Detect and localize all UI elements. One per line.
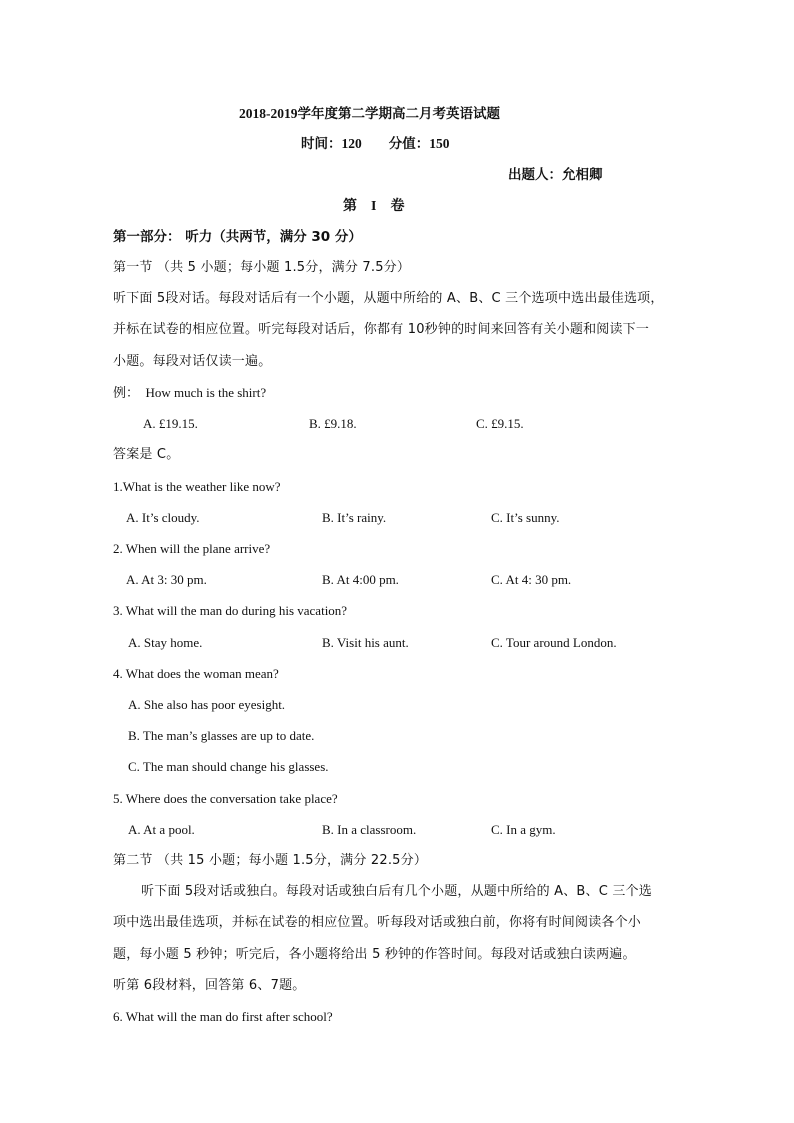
q5-option-a: A. At a pool. (128, 822, 195, 837)
q1-option-a: A. It’s cloudy. (126, 510, 200, 525)
q2-option-a: A. At 3: 30 pm. (126, 572, 207, 587)
question-1: 1.What is the weather like now? (113, 479, 281, 494)
q3-option-b: B. Visit his aunt. (322, 635, 409, 650)
q1-option-c: C. It’s sunny. (491, 510, 560, 525)
question-4: 4. What does the woman mean? (113, 666, 279, 681)
question-2: 2. When will the plane arrive? (113, 541, 271, 556)
question-5: 5. Where does the conversation take place? (113, 791, 338, 806)
exam-title: 2018-2019学年度第二学期高二月考英语试题 (239, 106, 500, 121)
example-option-c: C. £9.15. (476, 416, 524, 431)
part1-heading: 第一部分： 听力（共两节，满分 30 分） (113, 229, 362, 245)
q4-option-b: B. The man’s glasses are up to date. (128, 728, 315, 743)
time-and-score: 时间：120 分值：150 (301, 136, 450, 151)
section2-instruction-line: 听下面 5段对话或独白。每段对话或独白后有几个小题，从题中所给的 A、B、C 三个选 (141, 884, 652, 899)
volume-heading: 第 I 卷 (343, 199, 405, 214)
instruction-line: 小题。每段对话仅读一遍。 (113, 354, 272, 369)
q3-option-c: C. Tour around London. (491, 635, 617, 650)
question-3: 3. What will the man do during his vacation? (113, 603, 348, 618)
q2-option-c: C. At 4: 30 pm. (491, 572, 572, 587)
example-answer: 答案是 C。 (113, 447, 180, 462)
q4-option-c: C. The man should change his glasses. (128, 759, 329, 774)
author-line: 出题人：允相卿 (508, 167, 603, 182)
q5-option-c: C. In a gym. (491, 822, 556, 837)
example-option-b: B. £9.18. (309, 416, 357, 431)
section2-heading: 第二节 （共 15 小题；每小题 1.5分，满分 22.5分） (113, 853, 428, 868)
q2-option-b: B. At 4:00 pm. (322, 572, 399, 587)
instruction-line: 听下面 5段对话。每段对话后有一个小题，从题中所给的 A、B、C 三个选项中选出最佳选项， (113, 291, 664, 306)
material-6-note: 听第 6段材料，回答第 6、7题。 (113, 978, 306, 993)
instruction-line: 并标在试卷的相应位置。听完每段对话后，你都有 10秒钟的时间来回答有关小题和阅读下一 (113, 322, 650, 337)
section2-instruction-line: 题，每小题 5 秒钟；听完后，各小题将给出 5 秒钟的作答时间。每段对话或独白读两遍。 (113, 947, 636, 962)
example-option-a: A. £19.15. (143, 416, 198, 431)
q1-option-b: B. It’s rainy. (322, 510, 387, 525)
q5-option-b: B. In a classroom. (322, 822, 417, 837)
question-6: 6. What will the man do first after school? (113, 1009, 333, 1024)
q4-option-a: A. She also has poor eyesight. (128, 697, 286, 712)
section2-instruction-line: 项中选出最佳选项，并标在试卷的相应位置。听每段对话或独白前，你将有时间阅读各个小 (113, 915, 642, 930)
q3-option-a: A. Stay home. (128, 635, 203, 650)
section1-heading: 第一节 （共 5 小题；每小题 1.5分，满分 7.5分） (113, 260, 411, 275)
example-question: 例： How much is the shirt? (113, 385, 267, 400)
